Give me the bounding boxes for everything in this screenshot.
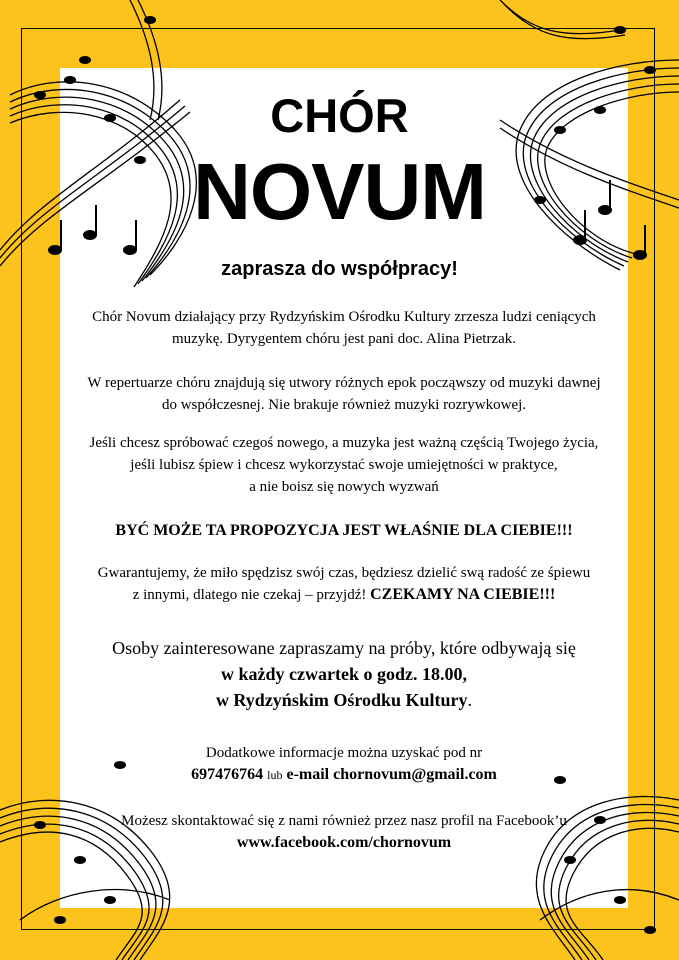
text-line: muzykę. Dyrygentem chóru jest pani doc. Alina Pietrzak. bbox=[171, 331, 517, 347]
paragraph-guarantee bbox=[60, 562, 628, 606]
text-segment: z innymi, dlatego nie czekaj – przyjdź! bbox=[132, 587, 367, 603]
paragraph-repertoire bbox=[60, 372, 628, 416]
call-to-action: CZEKAMY NA CIEBIE!!! bbox=[370, 586, 556, 603]
text-line: Możesz skontaktować się z nami również przez nasz profil na Facebook’u bbox=[121, 813, 567, 829]
email-address: e-mail chornovum@gmail.com bbox=[286, 766, 497, 783]
phone-number: 697476764 bbox=[191, 766, 264, 783]
paragraph-facebook bbox=[60, 810, 628, 854]
paragraph-invitation bbox=[60, 432, 628, 498]
text-line: W repertuarze chóru znajdują się utwory różnych epok począwszy od muzyki dawnej bbox=[87, 375, 601, 391]
text-line: Jeśli chcesz spróbować czegoś nowego, a muzyka jest ważną częścią Twojego życia, bbox=[89, 435, 599, 451]
text-line: do współczesnej. Nie brakuje również muzyki rozrywkowej. bbox=[161, 397, 527, 413]
choir-title-line1: CHÓR bbox=[270, 89, 409, 142]
choir-title-line2: NOVUM bbox=[193, 147, 486, 236]
subtitle: zaprasza do współpracy! bbox=[221, 258, 458, 280]
text-line bbox=[60, 764, 628, 786]
venue: w Rydzyńskim Ośrodku Kultury bbox=[215, 690, 468, 710]
text-line: Chór Novum działający przy Rydzyńskim Ośrodku Kultury zrzesza ludzi ceniących bbox=[92, 309, 596, 325]
rehearsal-time: w każdy czwartek o godz. 18.00, bbox=[221, 664, 467, 684]
text-line: Dodatkowe informacje można uzyskać pod nr bbox=[205, 745, 483, 761]
headline: BYĆ MOŻE TA PROPOZYCJA JEST WŁAŚNIE DLA CIEBIE!!! bbox=[115, 522, 573, 539]
facebook-link[interactable]: www.facebook.com/chornovum bbox=[236, 834, 452, 851]
text-line bbox=[60, 584, 628, 606]
text-line bbox=[60, 687, 628, 713]
text-line: Gwarantujemy, że miło spędzisz swój czas, będziesz dzielić swą radość ze śpiewu bbox=[97, 565, 591, 581]
text-line: jeśli lubisz śpiew i chcesz wykorzystać swoje umiejętności w praktyce, bbox=[130, 457, 558, 473]
paragraph-contact bbox=[60, 742, 628, 786]
paragraph-about bbox=[60, 306, 628, 350]
text-line: a nie boisz się nowych wyzwań bbox=[249, 479, 439, 495]
paragraph-rehearsals bbox=[60, 635, 628, 713]
text-line: Osoby zainteresowane zapraszamy na próby, które odbywają się bbox=[112, 638, 576, 658]
text-segment: lub bbox=[267, 768, 283, 782]
text-segment: . bbox=[467, 690, 473, 710]
